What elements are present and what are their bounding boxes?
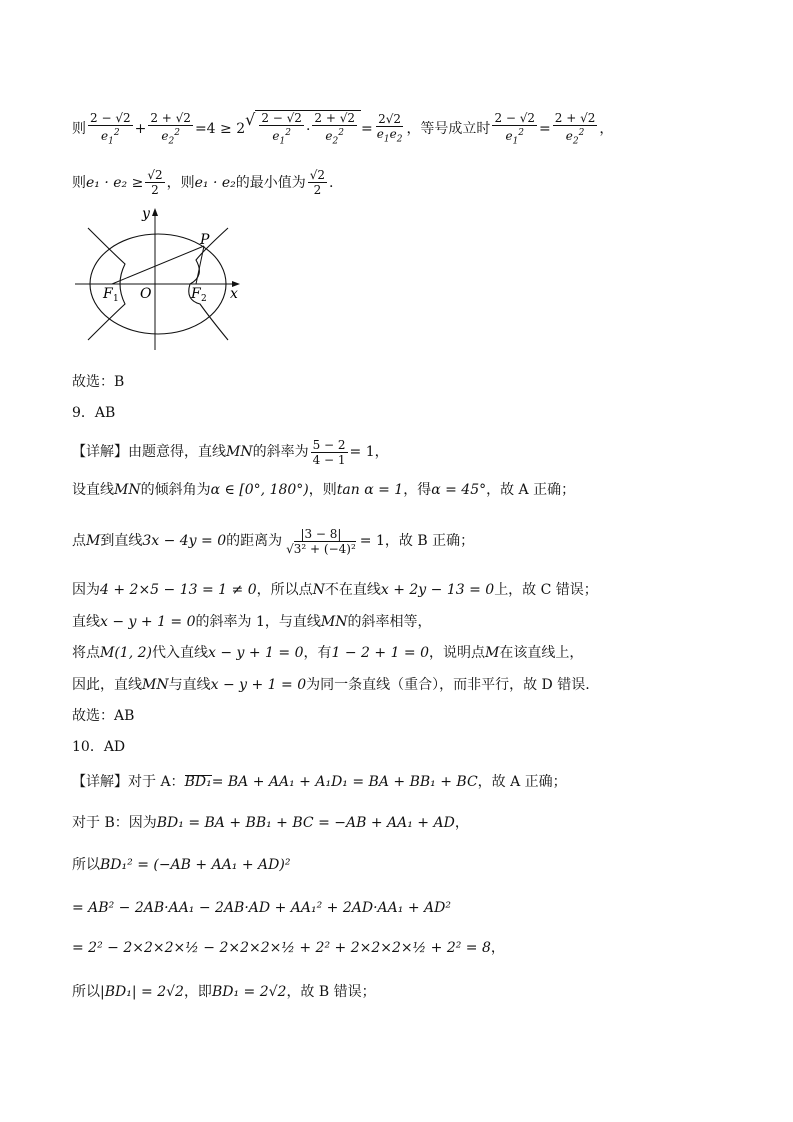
text-fragment: 与直线 [168,677,211,693]
text-fragment: 点 [72,533,86,549]
math-var: N [312,582,325,598]
label-x: x [230,286,238,302]
text-fragment: 对于 A： [128,774,185,790]
text-fragment: 对于 B：因为 [72,815,157,831]
q9-line-7 [72,675,753,695]
math-expr: 3x − 4y = 0 [142,533,227,549]
text-fragment: 到直线 [100,533,143,549]
y-axis-arrow-icon [152,208,158,216]
text-fragment: 的斜率为 [252,444,309,460]
text-fragment: 则 [72,174,86,191]
vector-expr: BD₁ = BA + BB₁ + BC = −AB + AA₁ + AD [156,815,455,831]
label-F2-sub: 2 [201,294,207,304]
label-F1: F [103,286,113,302]
text-fragment: 代入直线 [151,645,208,661]
vector-expr: = BA + AA₁ + A₁D₁ = BA + BB₁ + BC [211,774,478,790]
q10-line-6 [72,982,753,1002]
math-var: MN [142,677,169,693]
text-fragment: 因为 [72,582,100,598]
text-fragment: =4 ≥ 2 [194,121,246,138]
math-expr: x + 2y − 13 = 0 [380,582,495,598]
answer-text: 故选：B [72,374,125,390]
fraction: $\frac{2 - √2}{e_1^2}$ [90,110,131,146]
math-expr: = 2² − 2×2×2×½ − 2×2×2×½ + 2² + 2×2×2×½ + 2² = 8 [72,940,491,956]
answer-line-q9 [72,706,753,726]
math-expr: α ∈ [0°, 180°) [210,482,309,498]
math-expr: x − y + 1 = 0 [210,677,307,693]
q9-line-6 [72,643,753,663]
text-fragment: ，故 A 正确； [486,482,576,498]
math-expr: tan α = 1 [336,482,404,498]
ellipse-hyperbola-figure [70,200,250,360]
text-fragment: 的斜率相等， [347,614,432,630]
text-fragment: 的倾斜角为 [140,482,211,498]
math-expr: = 1 [349,444,375,460]
heading-text: 10．AD [72,739,126,755]
fraction: $\frac{5 - 2}{4 - 1}$ [312,437,346,467]
math-expr: x − y + 1 = 0 [207,645,304,661]
answer-line-q8 [72,372,753,392]
text-fragment: 的距离为 [226,533,283,549]
label-y: y [142,206,150,222]
text-fragment: 上，故 C 错误； [494,582,598,598]
math-var: M [86,533,101,549]
square-root: √ $\frac{2 - √2}{e_1^2}$ · $\frac{2 + √2}{e_2^2}$ [245,110,361,148]
text-fragment: ，所以点 [256,582,313,598]
text-fragment: ，说明点 [429,645,486,661]
text-fragment: 将点 [72,645,100,661]
math-expr: e₁ · e₂ ≥ [86,174,144,191]
q9-line-1: 【详解】 由题意得，直线 MN 的斜率为 $\frac{5 - 2}{4 - 1}$ = 1 ， [72,437,389,467]
segment-PF1 [112,246,204,284]
text-fragment: ，则 [166,174,195,191]
q9-line-3 [72,518,753,564]
fraction: $\frac{2 - √2}{e_1^2}$ [494,110,536,146]
text-fragment: 因此，直线 [72,677,142,693]
q9-line-2 [72,480,753,500]
detail-tag: 【详解】 [72,444,128,460]
text-fragment: 在该直线上， [499,645,584,661]
question-heading-10 [72,737,753,757]
text-fragment: 直线 [72,614,100,630]
q10-line-1 [72,772,753,792]
q10-line-2: 对于 B：因为 BD₁ = BA + BB₁ + BC = −AB + AA₁ + AD ， [72,815,469,831]
heading-text: 9．AB [72,405,116,421]
label-F1-sub: 1 [113,294,119,304]
math-var: MN [114,482,141,498]
math-expr: M(1, 2) [100,645,152,661]
text-fragment: ，则 [308,482,337,498]
q9-line-5 [72,612,753,632]
math-var: MN [226,444,253,460]
text-fragment: ，有 [303,645,332,661]
math-expr: α = 45° [431,482,487,498]
answer-text: 故选：AB [72,708,135,724]
math-expr: 4 + 2×5 − 13 = 1 ≠ 0 [100,582,257,598]
math-expr: 1 − 2 + 1 = 0 [331,645,430,661]
math-expr: = 1 [359,533,385,549]
math-expr: x − y + 1 = 0 [100,614,196,630]
math-expr: |BD₁| = 2√2 [100,984,184,1000]
fraction: $\frac{√2}{2}$ [309,168,326,197]
text-fragment: ，故 B 错误； [286,984,376,1000]
text-fragment: ，故 B 正确； [384,533,475,549]
math-expr: e₁ · e₂ [194,174,236,191]
vector-expr: BD₁ [184,774,212,790]
text-fragment: 的斜率为 1，与直线 [195,614,321,630]
math-expr: = AB² − 2AB·AA₁ − 2AB·AD + AA₁² + 2AD·AA₁ + AD² [72,900,451,916]
vector-expr: BD₁² = (−AB + AA₁ + AD)² [100,857,291,873]
text-fragment: 的最小值为 [235,174,306,191]
text-fragment: 则 [72,121,86,138]
segment-PF2 [196,246,204,284]
fraction: $\frac{2 + √2}{e_2^2}$ [554,110,596,146]
q9-line-4 [72,580,753,600]
label-F2: F [191,286,201,302]
text-fragment: ，得 [403,482,432,498]
fraction: $\frac{√2}{2}$ [147,168,163,197]
text-fragment: 设直线 [72,482,114,498]
text-fragment: 由题意得，直线 [128,444,226,460]
text-fragment: 为同一条直线（重合），而非平行，故 D 错误. [306,677,590,693]
math-var: M [485,645,500,661]
text-fragment: ，故 A 正确； [477,774,567,790]
text-fragment: 所以 [72,984,100,1000]
text-line-1: 则 $\frac{2 - √2}{e_1^2}$ + $\frac{2 + √2}{e_2^2}$ =4 ≥ 2 √ $\frac{2 - √2}{e_1^2}$ · $\frac{2 + √2}{e_2^2}$ = $\frac{2√2}{e_1e_2}$ ，等号成立时 $\frac{2 - √2}{e_1^2}$ = $\frac{2 + √2}{e_2^2}$ ， [72,110,614,147]
fraction: $\frac{|3 - 8|}{\text{√3² + (−4)²}}$ [286,526,356,556]
math-expr: BD₁ = 2√2 [211,984,287,1000]
question-heading-9 [72,403,753,423]
detail-tag: 【详解】 [72,774,128,790]
text-fragment: ，即 [183,984,212,1000]
label-O: O [140,286,152,302]
q10-line-3 [72,855,753,875]
fraction: $\frac{2 + √2}{e_2^2}$ [150,110,191,146]
text-line-2: 则 e₁ · e₂ ≥ $\frac{√2}{2}$ ，则 e₁ · e₂ 的最小值为 $\frac{√2}{2}$ . [72,168,334,197]
q10-line-5: = 2² − 2×2×2×½ − 2×2×2×½ + 2² + 2×2×2×½ + 2² = 8 ， [72,940,505,956]
label-P: P [200,232,210,248]
text-fragment: 所以 [72,857,100,873]
fraction: $\frac{2√2}{e_1e_2}$ [376,112,403,145]
math-var: MN [320,614,348,630]
text-fragment: ，等号成立时 [406,121,491,138]
text-fragment: 不在直线 [324,582,381,598]
q10-line-4 [72,898,753,918]
